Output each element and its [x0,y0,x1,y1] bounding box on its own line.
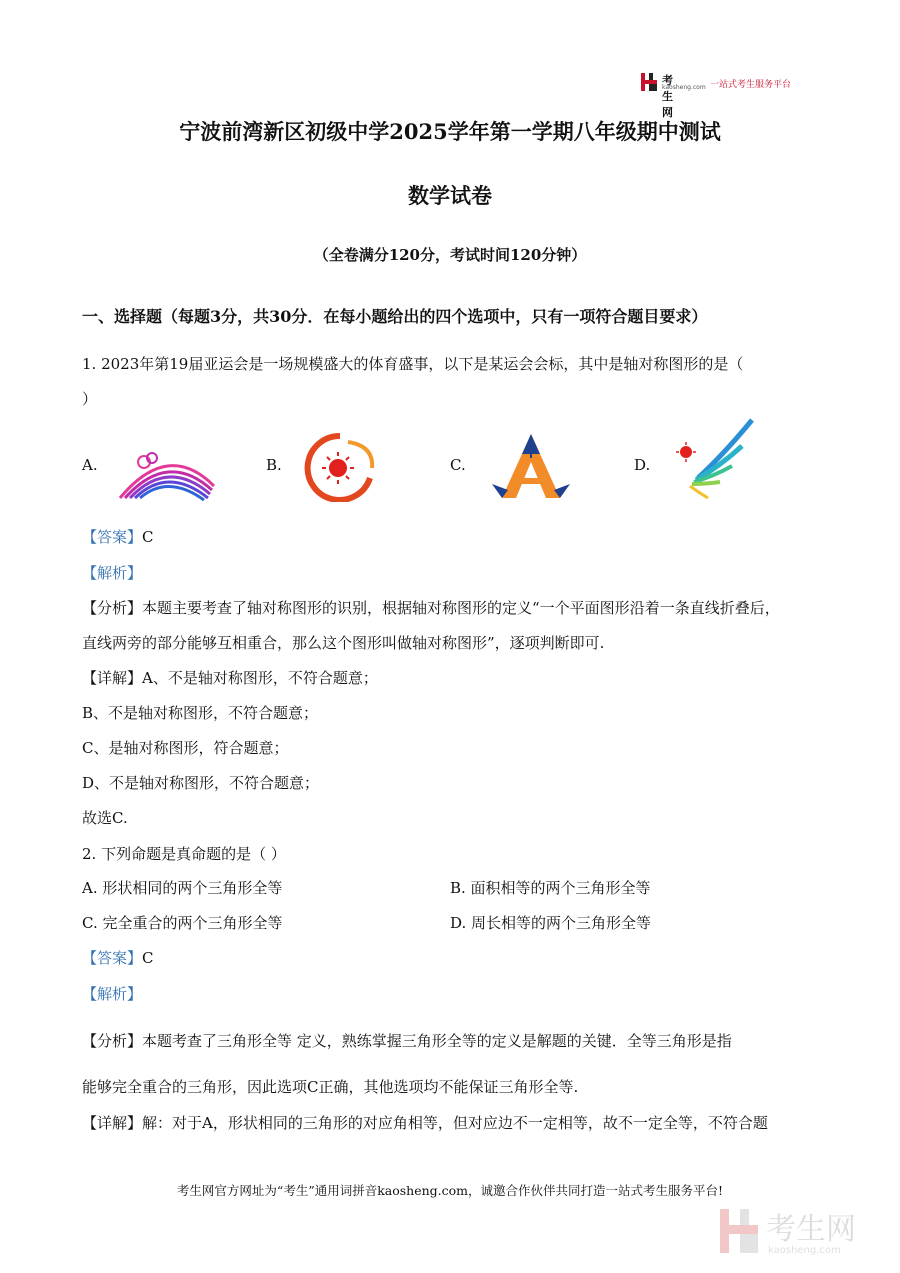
q2-fenxi-text: 本题考查了三角形全等 定义，熟练掌握三角形全等的定义是解题的关键．全等三角形是指 [142,1032,732,1050]
q2-option-b: B. 面积相等的两个三角形全等 [450,879,651,897]
q1-line-b: B、不是轴对称图形，不符合题意； [82,704,319,722]
q1-fenxi-tag: 【分析】 [82,599,143,617]
q1-option-d-label: D. [634,456,651,474]
q1-answer-value: C [142,528,154,546]
q2-analysis-tag: 【解析】 [82,985,143,1003]
emblem-d-wing-icon [668,418,754,502]
q1-stem-line2: ） [82,390,98,408]
page-subtitle: 数学试卷 [408,183,492,208]
q2-option-a: A. 形状相同的两个三角形全等 [82,879,283,897]
q1-option-a-label: A. [82,456,98,474]
q2-option-d: D. 周长相等的两个三角形全等 [450,914,652,932]
q2-answer-value: C [142,949,154,967]
q2-option-c: C. 完全重合的两个三角形全等 [82,914,283,932]
q1-xiangjie-line1 [82,667,378,688]
header-brand: 考生网 [662,74,673,119]
emblem-c-tower-icon [488,432,574,502]
watermark-domain: kaosheng.com [768,1245,841,1256]
q1-line-d: D、不是轴对称图形，不符合题意； [82,774,320,792]
q1-line-c: C、是轴对称图形，符合题意； [82,739,289,757]
q1-conclusion: 故选C. [82,809,128,827]
section-heading: 一、选择题（每题3分，共30分．在每小题给出的四个选项中，只有一项符合题目要求） [82,307,708,326]
q1-analysis-tag: 【解析】 [82,564,143,582]
q2-fenxi-line2: 能够完全重合的三角形，因此选项C正确，其他选项均不能保证三角形全等. [82,1078,579,1096]
q1-stem-line1: 1. 2023年第19届亚运会是一场规模盛大的体育盛事，以下是某运会会标，其中是轴对称图形的是（ [82,355,744,373]
watermark-brand: 考生网 [766,1212,856,1247]
q2-xiangjie-text: 解：对于A，形状相同的三角形的对应角相等，但对应边不一定相等，故不一定全等，不符合题 [142,1114,768,1132]
q1-option-c-label: C. [450,456,466,474]
emblem-b-sun-swirl-icon [300,432,380,502]
q1-xiangjie-text: A、不是轴对称图形，不符合题意； [142,669,378,687]
q2-xiangjie-tag: 【详解】 [82,1114,143,1132]
q1-fenxi-line1 [82,597,780,618]
emblem-a-rainbow-icon [116,446,218,502]
q2-xiangjie-line1 [82,1112,768,1133]
q1-fenxi-text: 本题主要考查了轴对称图形的识别，根据轴对称图形的定义“一个平面图形沿着一条直线折叠后， [142,599,780,617]
q1-xiangjie-tag: 【详解】 [82,669,143,687]
header-slogan: 一站式考生服务平台 [710,80,792,90]
q1-fenxi-line2: 直线两旁的部分能够互相重合，那么这个图形叫做轴对称图形”，逐项判断即可. [82,634,605,652]
q2-fenxi-tag: 【分析】 [82,1032,143,1050]
kaosheng-logo-icon [640,72,658,92]
q2-answer [82,947,154,968]
q2-fenxi-line1 [82,1030,732,1051]
q1-option-b-label: B. [266,456,282,474]
q1-answer-tag: 【答案】 [82,528,143,546]
q2-stem: 2. 下列命题是真命题的是（ ） [82,845,286,863]
page-footer: 考生网官方网址为“考生”通用词拼音kaosheng.com，诚邀合作伙伴共同打造一站式考生服务平台! [176,1183,724,1198]
page-title: 宁波前湾新区初级中学2025学年第一学期八年级期中测试 [179,119,721,144]
q1-answer [82,526,154,547]
header-domain: kaosheng.com [662,84,706,91]
exam-note: （全卷满分120分，考试时间120分钟） [313,246,587,264]
q2-answer-tag: 【答案】 [82,949,143,967]
watermark-logo-icon [718,1205,888,1257]
